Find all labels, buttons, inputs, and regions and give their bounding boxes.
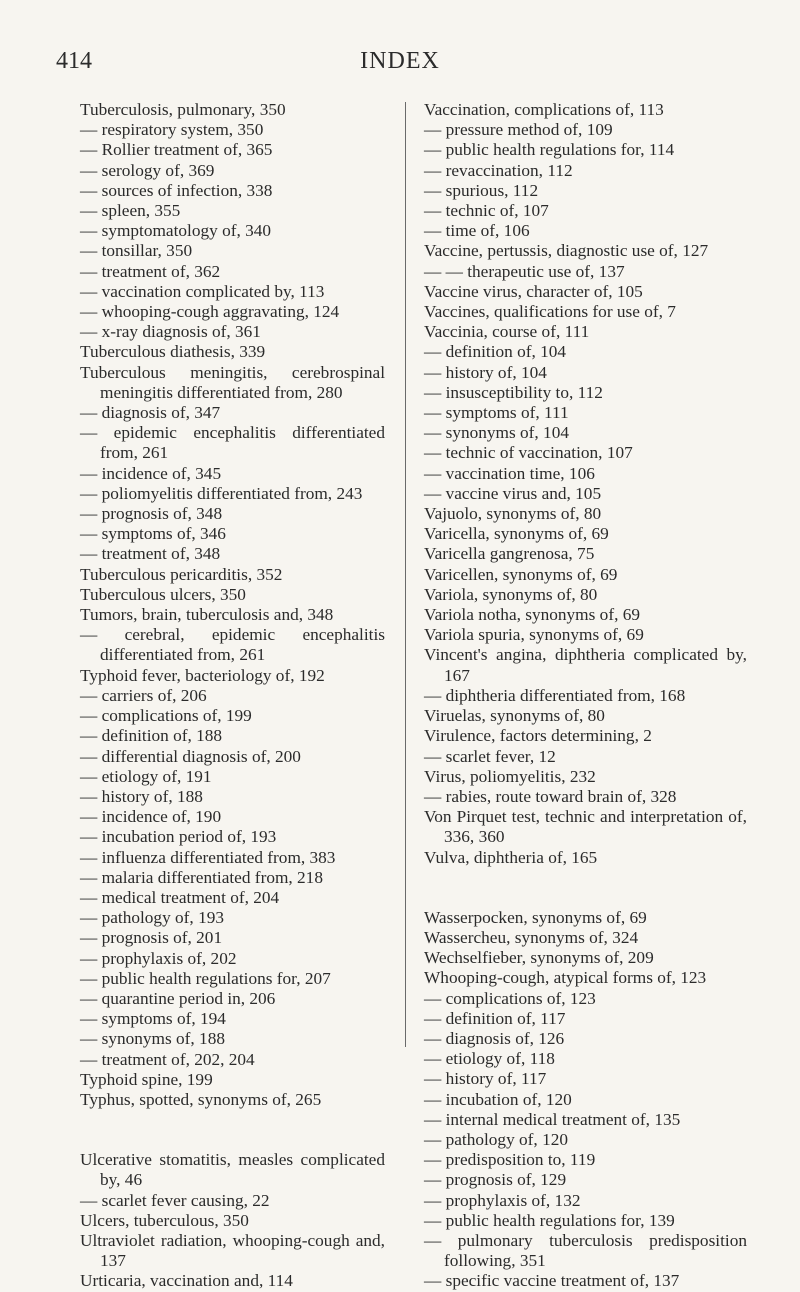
right-index-column	[424, 100, 747, 1292]
index-entry: — rabies, route toward brain of, 328	[424, 786, 677, 806]
index-entry: Virus, poliomyelitis, 232	[424, 766, 596, 786]
index-entry: — technic of vaccination, 107	[424, 443, 633, 463]
index-entry: — spleen, 355	[80, 201, 181, 221]
index-entry: — public health regulations for, 139	[424, 1210, 675, 1230]
index-entry: Vaccine virus, character of, 105	[424, 281, 643, 301]
index-entry: Varicella gangrenosa, 75	[424, 544, 595, 564]
index-entry: — spurious, 112	[424, 180, 539, 200]
index-entry: Ulcers, tuberculous, 350	[80, 1210, 249, 1230]
index-entry: — incubation of, 120	[424, 1089, 572, 1109]
index-entry: — pressure method of, 109	[424, 120, 613, 140]
index-entry: — public health regulations for, 114	[424, 140, 675, 160]
index-entry: Ultraviolet radiation, whooping-cough and, 137	[80, 1230, 385, 1271]
index-entry: — time of, 106	[424, 221, 530, 241]
index-entry: — symptoms of, 346	[80, 524, 226, 544]
section-gap	[424, 868, 747, 908]
index-entry: — quarantine period in, 206	[80, 988, 276, 1008]
index-entry: Vulva, diphtheria of, 165	[424, 847, 598, 867]
index-entry: — diagnosis of, 347	[80, 403, 221, 423]
index-entry: — public health regulations for, 207	[80, 968, 331, 988]
index-entry: — treatment of, 202, 204	[80, 1049, 255, 1069]
index-entry: — diagnosis of, 126	[424, 1028, 565, 1048]
index-entry: — complications of, 199	[80, 706, 252, 726]
index-group-u	[80, 1150, 385, 1291]
index-entry: — prognosis of, 348	[80, 504, 223, 524]
index-entry: — etiology of, 191	[80, 766, 212, 786]
index-entry: — epidemic encephalitis differentiated from, 261	[80, 423, 385, 463]
index-entry: — prognosis of, 201	[80, 928, 223, 948]
index-entry: Tuberculous meningitis, cerebrospinal meningitis differentiated from, 280	[80, 362, 385, 402]
index-entry: — revaccination, 112	[424, 160, 573, 180]
index-group-t	[80, 100, 385, 1110]
index-entry: Variola, synonyms of, 80	[424, 584, 598, 604]
index-entry: Whooping-cough, atypical forms of, 123	[424, 968, 707, 988]
index-entry: — treatment of, 348	[80, 544, 221, 564]
index-entry: Vajuolo, synonyms of, 80	[424, 504, 602, 524]
index-entry: — diphtheria differentiated from, 168	[424, 685, 686, 705]
index-entry: — scarlet fever, 12	[424, 746, 556, 766]
index-entry: Vincent's angina, diphtheria complicated by, 167	[424, 645, 747, 685]
left-index-column	[80, 100, 385, 1292]
index-entry: Typhoid fever, bacteriology of, 192	[80, 665, 325, 685]
index-entry: Variola notha, synonyms of, 69	[424, 605, 640, 625]
index-entry: — x-ray diagnosis of, 361	[80, 322, 261, 342]
index-entry: — synonyms of, 104	[424, 423, 569, 443]
index-entry: — incidence of, 190	[80, 807, 222, 827]
index-entry: Vaccinia, course of, 111	[424, 322, 590, 342]
index-entry: Vaccination, complications of, 113	[424, 100, 664, 119]
index-entry: Virulence, factors determining, 2	[424, 726, 652, 746]
index-entry: — Rollier treatment of, 365	[80, 140, 273, 160]
index-group-v	[424, 100, 747, 868]
index-entry: — poliomyelitis differentiated from, 243	[80, 483, 363, 503]
index-entry: — pathology of, 120	[424, 1129, 568, 1149]
running-head: INDEX	[360, 48, 440, 74]
index-entry: Varicella, synonyms of, 69	[424, 524, 609, 544]
index-entry: Typhoid spine, 199	[80, 1069, 213, 1089]
index-entry: — complications of, 123	[424, 988, 596, 1008]
index-entry: — incubation period of, 193	[80, 827, 277, 847]
index-entry: — etiology of, 118	[424, 1049, 555, 1069]
index-entry: Wasserpocken, synonyms of, 69	[424, 907, 647, 927]
index-entry: — sources of infection, 338	[80, 180, 273, 200]
index-entry: Von Pirquet test, technic and interpretation of, 336, 360	[424, 807, 747, 847]
index-entry: — definition of, 104	[424, 342, 567, 362]
index-entry: Typhus, spotted, synonyms of, 265	[80, 1089, 322, 1109]
index-entry: Tumors, brain, tuberculosis and, 348	[80, 605, 334, 625]
index-entry: — prophylaxis of, 132	[424, 1190, 581, 1210]
index-entry: — specific vaccine treatment of, 137	[424, 1271, 680, 1291]
index-entry: — internal medical treatment of, 135	[424, 1109, 681, 1129]
index-entry: — — therapeutic use of, 137	[424, 261, 625, 281]
index-entry: — symptoms of, 194	[80, 1009, 226, 1029]
index-entry: — symptomatology of, 340	[80, 221, 272, 241]
index-entry: — carriers of, 206	[80, 685, 207, 705]
index-entry: — history of, 188	[80, 786, 203, 806]
index-entry: Vaccines, qualifications for use of, 7	[424, 302, 676, 322]
index-entry: — pulmonary tuberculosis predisposition following, 351	[424, 1230, 747, 1271]
index-entry: — malaria differentiated from, 218	[80, 867, 323, 887]
index-entry: Varicellen, synonyms of, 69	[424, 564, 618, 584]
index-entry: — vaccination time, 106	[424, 463, 595, 483]
index-entry: Viruelas, synonyms of, 80	[424, 706, 605, 726]
index-entry: Wechselfieber, synonyms of, 209	[424, 948, 654, 968]
index-entry: — vaccine virus and, 105	[424, 483, 602, 503]
index-entry: Tuberculous pericarditis, 352	[80, 564, 283, 584]
index-entry: — history of, 104	[424, 362, 547, 382]
index-entry: — technic of, 107	[424, 201, 549, 221]
index-entry: — vaccination complicated by, 113	[80, 281, 325, 301]
page-number: 414	[56, 48, 92, 74]
index-entry: — influenza differentiated from, 383	[80, 847, 336, 867]
index-entry: Vaccine, pertussis, diagnostic use of, 127	[424, 241, 709, 261]
index-entry: — treatment of, 362	[80, 261, 221, 281]
index-entry: — whooping-cough aggravating, 124	[80, 302, 340, 322]
index-entry: — prognosis of, 129	[424, 1170, 567, 1190]
index-entry: — synonyms of, 188	[80, 1029, 225, 1049]
index-entry: Tuberculous ulcers, 350	[80, 584, 246, 604]
index-entry: — scarlet fever causing, 22	[80, 1190, 270, 1210]
index-entry: Urticaria, vaccination and, 114	[80, 1271, 293, 1291]
column-divider	[405, 102, 406, 1047]
section-gap	[80, 1110, 385, 1150]
index-entry: — prophylaxis of, 202	[80, 948, 237, 968]
index-entry: Variola spuria, synonyms of, 69	[424, 625, 644, 645]
index-entry: — pathology of, 193	[80, 908, 224, 928]
index-entry: Tuberculosis, pulmonary, 350	[80, 100, 286, 119]
index-entry: — definition of, 188	[80, 726, 223, 746]
index-entry: — tonsillar, 350	[80, 241, 193, 261]
index-entry: Ulcerative stomatitis, measles complicated by, 46	[80, 1150, 385, 1190]
index-entry: — definition of, 117	[424, 1008, 566, 1028]
index-entry: — differential diagnosis of, 200	[80, 746, 301, 766]
index-group-w	[424, 908, 747, 1292]
index-entry: Tuberculous diathesis, 339	[80, 342, 266, 362]
index-entry: — insusceptibility to, 112	[424, 382, 603, 402]
index-entry: — predisposition to, 119	[424, 1150, 596, 1170]
index-entry: — incidence of, 345	[80, 463, 222, 483]
index-entry: — cerebral, epidemic encephalitis differentiated from, 261	[80, 625, 385, 665]
index-entry: — symptoms of, 111	[424, 403, 569, 423]
index-entry: — medical treatment of, 204	[80, 887, 280, 907]
index-entry: — serology of, 369	[80, 160, 215, 180]
index-entry: — history of, 117	[424, 1069, 547, 1089]
index-entry: Wassercheu, synonyms of, 324	[424, 927, 639, 947]
index-entry: — respiratory system, 350	[80, 120, 264, 140]
